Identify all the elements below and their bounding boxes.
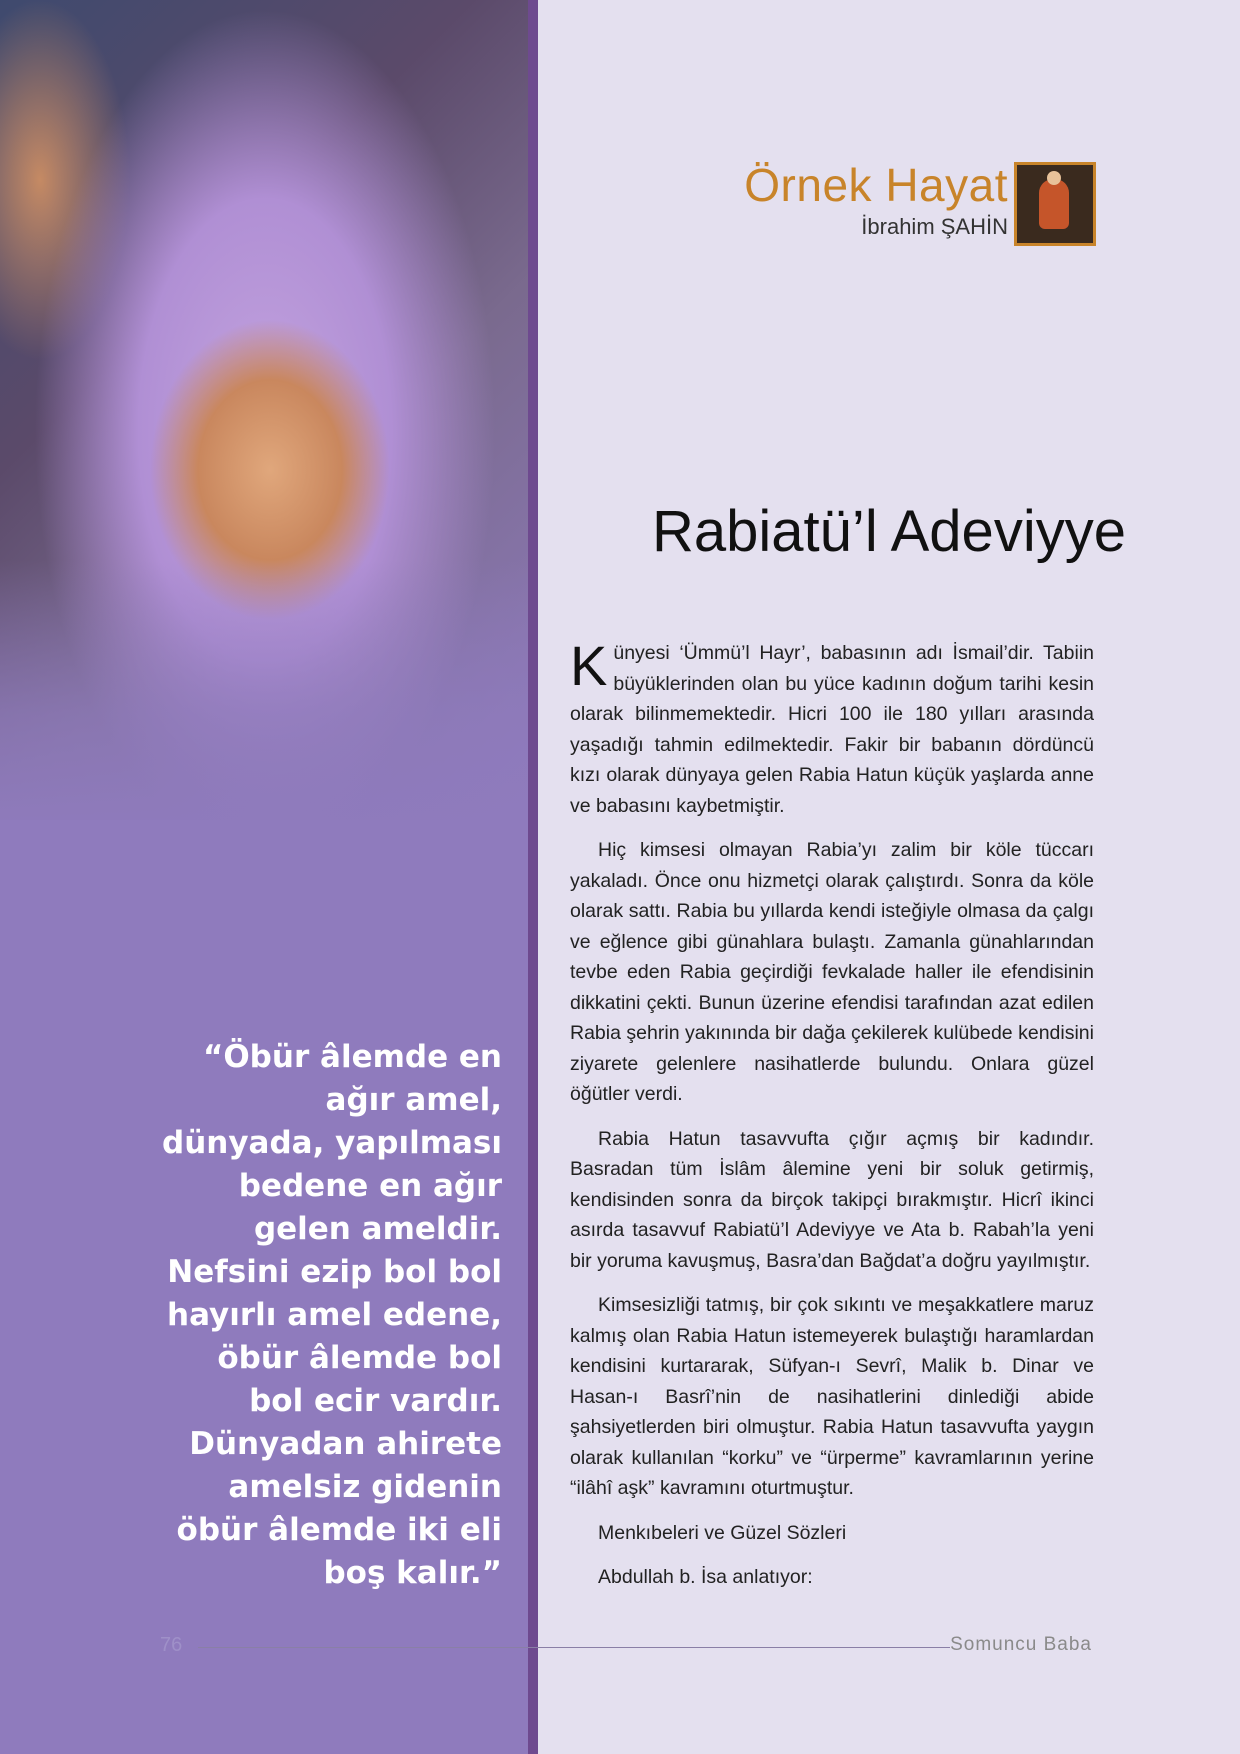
body-paragraph: Abdullah b. İsa anlatıyor:: [598, 1566, 813, 1588]
lead-paragraph-text: ünyesi ‘Ümmü’l Hayr’, babasının adı İsmail’dir. Tabiin büyüklerinden olan bu yüce kadının doğum tarihi kesin olarak bilinmemektedir. Hicri 100 ile 180 yılları arasında yaşadığı tahmin edilmektedir. Fakir bir babanın dördüncü kızı olarak dünyaya gelen Rabia Hatun küçük yaşlarda anne ve babasını kaybetmiştir.: [570, 642, 1094, 817]
body-paragraph: Kimsesizliği tatmış, bir çok sıkıntı ve meşakkatlere maruz kalmış olan Rabia Hatun istemeyerek bulaştığı haramlardan kendisini kurtararak, Süfyan-ı Sevrî, Malik b. Dinar ve Hasan-ı Basrî’nin de nasihatlerini dinlediği abide şahsiyetlerden biri olmuştur. Rabia Hatun tasavvufta yaygın olarak kullanılan “korku” ve “ürperme” kavramlarının yerine “ilâhî aşk” kavramını oturtmuştur.: [570, 1294, 1094, 1499]
author-name: İbrahim ŞAHİN: [861, 214, 1008, 239]
vertical-divider: [528, 0, 538, 1754]
praying-figure-icon: [1039, 179, 1069, 229]
footer-rule: [198, 1647, 950, 1648]
magazine-name: Somuncu Baba: [950, 1634, 1092, 1655]
body-paragraph: Hiç kimsesi olmayan Rabia’yı zalim bir köle tüccarı yakaladı. Önce onu hizmetçi olarak çalıştırdı. Sonra da köle olarak sattı. Rabia bu yıllarda kendi isteğiyle olmasa da çalgı ve eğlence gibi günahlara bulaştı. Zamanla günahlarından tevbe eden Rabia geçirdiği fevkalade haller ile efendisinin dikkatini çekti. Bunun üzerine efendisi tarafından azat edilen Rabia şehrin yakınında bir dağa çekilerek kulübede kendisini ziyarete gelenlere nasihatlerde bulundu. Onlara güzel öğütler verdi.: [570, 839, 1094, 1105]
drop-cap: K: [570, 634, 608, 697]
photo-fade: [0, 560, 528, 840]
body-paragraph: Rabia Hatun tasavvufta çığır açmış bir kadındır. Basradan tüm İslâm âlemine yeni bir soluk getirmiş, kendisinden sonra da birçok takipçi bırakmıştır. Hicrî ikinci asırda tasavvuf Rabiatü’l Adeviyye ve Ata b. Rabah’la yeni bir yoruma kavuşmuş, Basra’dan Bağdat’a doğru yayılmıştır.: [570, 1127, 1094, 1272]
section-thumbnail-icon: [1014, 162, 1096, 246]
body-paragraph: Menkıbeleri ve Güzel Sözleri: [598, 1521, 847, 1544]
article-body: [570, 634, 1094, 1607]
article-title: Rabiatü’l Adeviyye: [652, 499, 1126, 564]
page-number: 76: [160, 1634, 183, 1656]
figure-head: [1047, 171, 1061, 185]
lead-paragraph: [570, 634, 1094, 821]
pull-quote: “Öbür âlemde en ağır amel, dünyada, yapılması bedene en ağır gelen ameldir. Nefsini ezip bol bol hayırlı amel edene, öbür âlemde bol bol ecir vardır. Dünyadan ahirete amelsiz gidenin öbür âlemde iki eli boş kalır.”: [162, 1039, 503, 1591]
section-title: Örnek Hayat: [744, 159, 1008, 211]
